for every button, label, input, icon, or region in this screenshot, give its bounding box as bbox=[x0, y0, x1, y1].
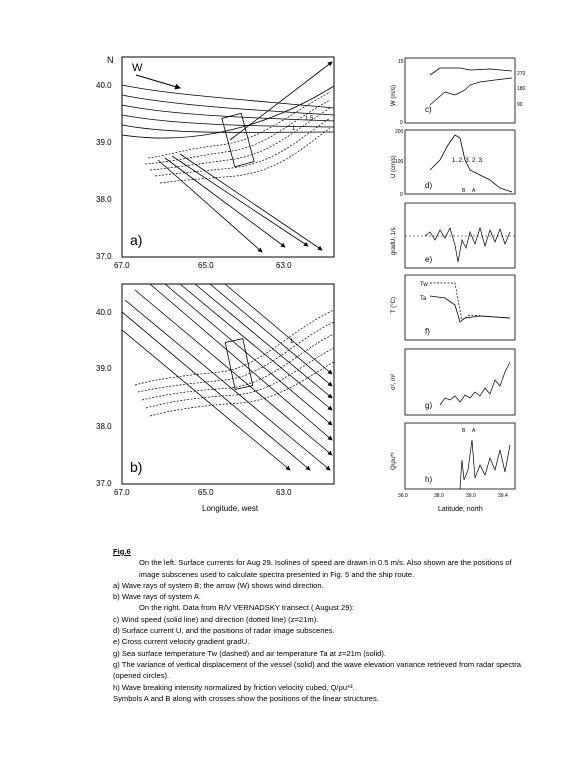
panel-g-variance bbox=[440, 362, 510, 405]
map-a-frame bbox=[122, 57, 334, 257]
right-xlabel: Latitude, north bbox=[438, 506, 483, 513]
panel-f-tw-line bbox=[430, 283, 510, 320]
panel-c-ytick-r: 270 bbox=[517, 71, 526, 77]
panel-e-label: e) bbox=[425, 255, 433, 264]
panel-c-ytick-r: 180 bbox=[517, 86, 526, 92]
caption-line: Symbols A and B along with crosses show the positions of the linear structures. bbox=[113, 693, 379, 703]
panel-d-annot: 1. 2. 3. 2. 3. bbox=[452, 158, 484, 164]
panel-h-marker-b: B bbox=[462, 428, 466, 434]
caption-line: d) Surface current U, and the positions of radar image subscenes. bbox=[113, 626, 335, 636]
panel-f-tw: Tw bbox=[420, 282, 428, 288]
caption-line: On the left. Surface currents for Aug 29. Isolines of speed are drawn in 0.5 m/s. Also shown are the positions of image subscenes used to calculate spectra presented in Fig. 5 and the ship route. bbox=[139, 558, 512, 579]
map-b-lat-37: 37.0 bbox=[96, 479, 112, 488]
caption-line: a) Wave rays of system B; the arrow (W) shows wind direction. bbox=[113, 580, 324, 590]
panel-c-label: c) bbox=[425, 105, 432, 114]
panel-f-ylabel: T (°C) bbox=[391, 297, 397, 313]
wind-arrow bbox=[136, 75, 180, 88]
xtick: 38.0 bbox=[434, 493, 444, 499]
panel-f-label: f) bbox=[425, 327, 430, 336]
panel-c-ylabel: W (m/s) bbox=[391, 85, 397, 106]
xtick: 39.0 bbox=[466, 493, 476, 499]
map-b-lon-67: 67.0 bbox=[114, 488, 130, 497]
map-b-rays bbox=[122, 284, 332, 470]
panel-f-ta: Ta bbox=[420, 296, 427, 302]
panel-c-speed bbox=[430, 68, 512, 75]
caption-line: b) Wave rays of system A. bbox=[113, 592, 201, 602]
caption-line: e) Cross current velocity gradient gradU. bbox=[113, 637, 250, 647]
panel-c-ytick: 0 bbox=[400, 120, 403, 126]
map-a-lat-37: 37.0 bbox=[96, 252, 112, 261]
map-b-lon-65: 65.0 bbox=[198, 488, 214, 497]
figure-caption bbox=[113, 546, 533, 704]
caption-line: c) Wind speed (solid line) and direction (dotted line) (z=21m). bbox=[113, 614, 319, 624]
wind-label: W bbox=[132, 62, 143, 74]
map-a-lat-40: 40.0 bbox=[96, 81, 112, 90]
panel-d-ytick: 100 bbox=[395, 159, 404, 165]
xtick: 36.0 bbox=[398, 493, 408, 499]
map-a-panel-label: a) bbox=[130, 232, 143, 248]
map-a-lon-65: 65.0 bbox=[198, 261, 214, 270]
panel-d-label: d) bbox=[425, 181, 433, 190]
map-b-contour-label: 1 bbox=[290, 339, 294, 345]
panel-h-label: h) bbox=[425, 475, 433, 484]
panel-c-ytick-r: 90 bbox=[517, 102, 523, 108]
xtick: 39.4 bbox=[498, 493, 508, 499]
map-a-lat-38: 38.0 bbox=[96, 195, 112, 204]
map-a-rays bbox=[122, 62, 334, 252]
panel-h-marker-a: A bbox=[472, 428, 476, 434]
map-b-panel-label: b) bbox=[130, 459, 143, 475]
panel-g-ylabel: σ², m² bbox=[391, 373, 397, 390]
map-b-lat-39: 39.0 bbox=[96, 364, 112, 373]
map-a-contour-label: 1.5 bbox=[305, 116, 314, 122]
panel-d-ytick: 0 bbox=[400, 192, 403, 198]
north-label: N bbox=[107, 55, 114, 65]
panel-g-frame bbox=[405, 349, 515, 415]
figure-number: Fig.6 bbox=[113, 547, 131, 556]
map-b-xlabel: Longitude, west bbox=[202, 504, 259, 513]
map-b-lon-63: 63.0 bbox=[276, 488, 292, 497]
panel-e-ylabel: gradU, 1/s bbox=[391, 227, 397, 255]
panel-d-ytick: 200 bbox=[395, 129, 404, 135]
right-panels bbox=[391, 58, 526, 513]
panel-d-marker-a: A bbox=[472, 188, 476, 194]
panel-e-frame bbox=[405, 203, 515, 268]
caption-line: g) Sea surface temperature Tw (dashed) and air temperature Ta at z=21m (solid). bbox=[113, 648, 387, 658]
map-b-lat-40: 40.0 bbox=[96, 308, 112, 317]
panel-h-breaking bbox=[460, 440, 510, 489]
panel-d-ylabel: U (cm/s) bbox=[391, 155, 397, 178]
map-b bbox=[96, 284, 334, 513]
map-a-lat-39: 39.0 bbox=[96, 138, 112, 147]
map-a bbox=[96, 55, 334, 270]
caption-line: On the right. Data from R/V VERNADSKY transect ( August 29): bbox=[139, 603, 355, 613]
panel-f-ta-line bbox=[430, 296, 510, 322]
panel-g-label: g) bbox=[425, 401, 433, 410]
caption-line: h) Wave breaking intensity normalized by friction velocity cubed, Q/ρu*³. bbox=[113, 682, 355, 692]
map-b-lat-38: 38.0 bbox=[96, 422, 112, 431]
panel-h-ylabel: Q/ρu*³ bbox=[391, 452, 397, 470]
map-a-lon-63: 63.0 bbox=[276, 261, 292, 270]
caption-line: g) The variance of vertical displacement of the vessel (solid) and the wave elevation variance retrieved from radar spectra (opened circles). bbox=[113, 659, 522, 681]
map-b-frame bbox=[122, 284, 334, 484]
panel-d-marker-b: B bbox=[462, 188, 466, 194]
panel-e-gradient bbox=[425, 228, 510, 262]
map-a-contour-label: 1 bbox=[292, 126, 296, 132]
map-a-lon-67: 67.0 bbox=[114, 261, 130, 270]
panel-c-direction bbox=[430, 78, 512, 105]
panel-c-ytick: 15 bbox=[398, 59, 404, 65]
